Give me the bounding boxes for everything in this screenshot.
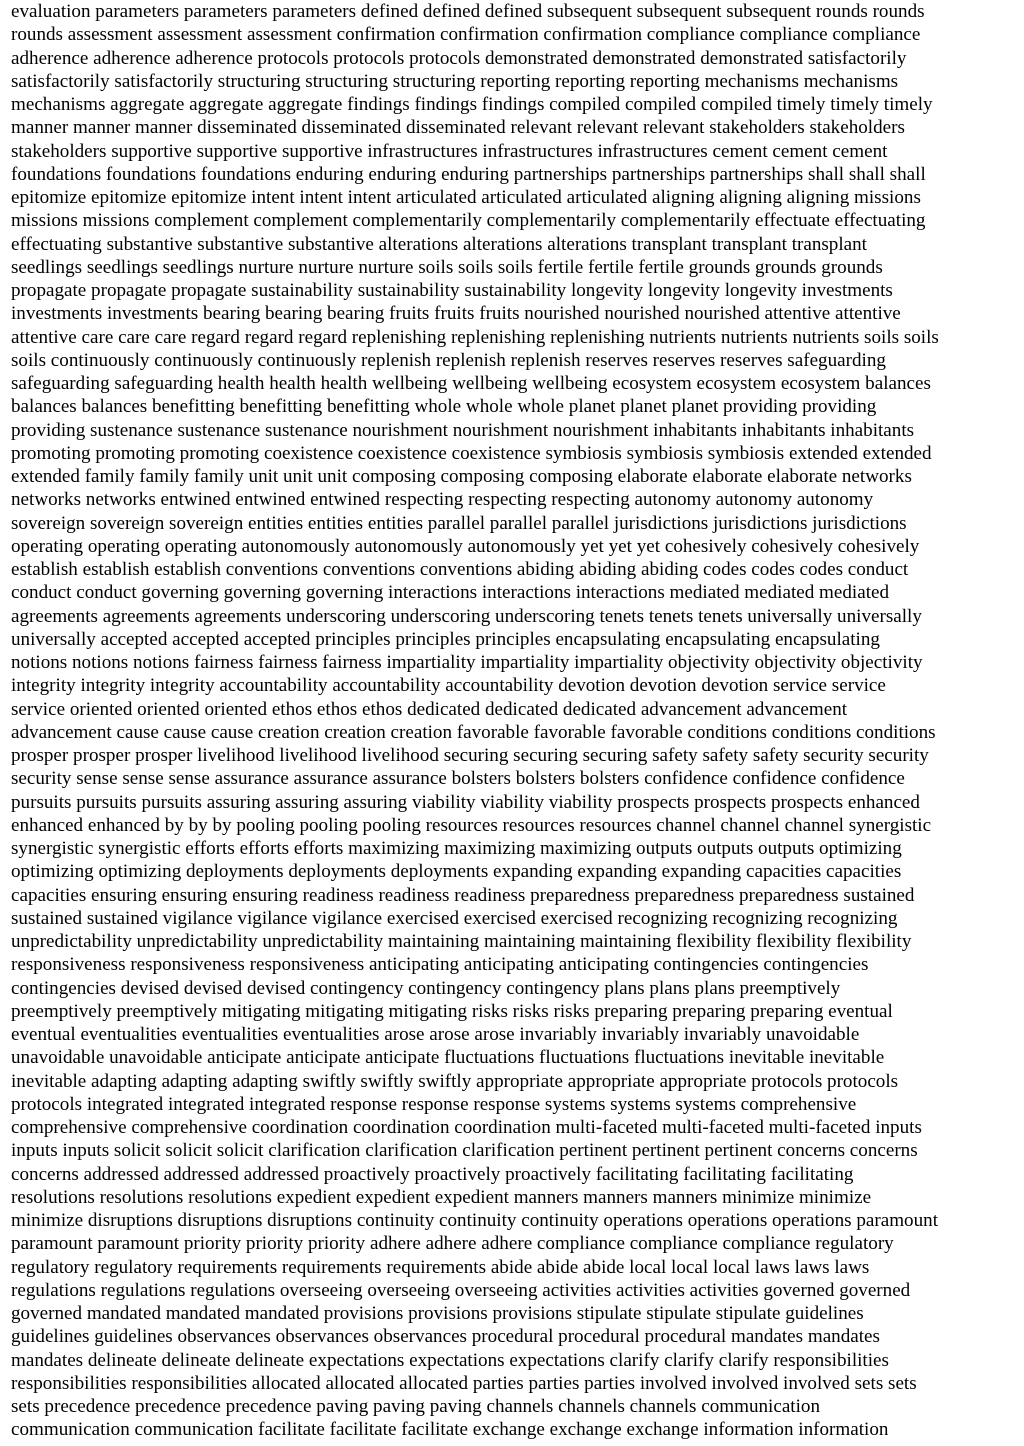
text-line: manner manner manner disseminated disseminated disseminated relevant relevant relevant stakeholders stakeholders (11, 117, 905, 139)
text-line: operating operating operating autonomously autonomously autonomously yet yet yet cohesively cohesively cohesively (11, 535, 920, 557)
text-line: notions notions notions fairness fairness fairness impartiality impartiality impartiality objectivity objectivity objectivity (11, 652, 923, 673)
text-line: agreements agreements agreements underscoring underscoring underscoring tenets tenets tenets universally universally (11, 605, 922, 627)
text-line: stakeholders supportive supportive supportive infrastructures infrastructures infrastructures cement cement cement (11, 140, 888, 162)
text-line: comprehensive comprehensive coordination coordination coordination multi-faceted multi-faceted multi-faceted inputs (11, 1117, 922, 1138)
text-line: unavoidable unavoidable anticipate anticipate anticipate fluctuations fluctuations fluctuations inevitable inevitable (11, 1047, 885, 1069)
text-line: unpredictability unpredictability unpredictability maintaining maintaining maintaining flexibility flexibility flexibility (11, 931, 912, 952)
text-line: satisfactorily satisfactorily structuring structuring structuring reporting reporting reporting mechanisms mechanisms (11, 70, 899, 92)
text-line: security sense sense sense assurance assurance assurance bolsters bolsters bolsters confidence confidence confidence (11, 768, 905, 790)
text-line: extended family family family unit unit unit composing composing composing elaborate elaborate elaborate networks (11, 466, 912, 487)
text-line: attentive care care care regard regard regard replenishing replenishing replenishing nutrients nutrients nutrients soils soils (11, 326, 939, 348)
text-line: resolutions resolutions resolutions expedient expedient expedient manners manners manners minimize minimize (11, 1186, 872, 1208)
text-line: enhanced enhanced by by by pooling pooling pooling resources resources resources channel channel channel synergistic (11, 814, 932, 836)
text-line: minimize disruptions disruptions disruptions continuity continuity continuity operations operations operations paramount (11, 1210, 938, 1231)
text-line: effectuating substantive substantive substantive alterations alterations alterations transplant transplant transplant (11, 233, 867, 255)
text-line: mandates delineate delineate delineate expectations expectations expectations clarify clarify clarify responsibilities (11, 1349, 889, 1371)
text-line: concerns addressed addressed addressed proactively proactively proactively facilitating facilitating facilitating (11, 1163, 854, 1185)
text-line: governed mandated mandated mandated provisions provisions provisions stipulate stipulate stipulate guidelines (11, 1303, 864, 1324)
text-line: guidelines guidelines observances observances observances procedural procedural procedural mandates mandates (11, 1326, 880, 1348)
text-line: integrity integrity integrity accountability accountability accountability devotion devotion devotion service service (11, 675, 886, 697)
text-line: conduct conduct governing governing governing interactions interactions interactions mediated mediated mediated (11, 582, 890, 604)
text-line: service oriented oriented oriented ethos ethos ethos dedicated dedicated dedicated advancement advancement (11, 698, 848, 720)
text-line: investments investments bearing bearing bearing fruits fruits fruits nourished nourished nourished attentive attentive (11, 303, 901, 325)
text-line: capacities ensuring ensuring ensuring readiness readiness readiness preparedness preparedness preparedness sustained (11, 884, 915, 906)
text-line: paramount paramount priority priority priority adhere adhere adhere compliance compliance compliance regulatory (11, 1233, 894, 1255)
text-line: epitomize epitomize epitomize intent intent intent articulated articulated articulated aligning aligning aligning missions (11, 187, 921, 208)
text-line: adherence adherence adherence protocols protocols protocols demonstrated demonstrated demonstrated satisfactorily (11, 47, 907, 69)
text-line: optimizing optimizing deployments deployments deployments expanding expanding expanding capacities capacities (11, 861, 902, 883)
text-line: promoting promoting promoting coexistence coexistence coexistence symbiosis symbiosis symbiosis extended extended (11, 442, 932, 464)
text-line: preemptively preemptively mitigating mitigating mitigating risks risks risks preparing preparing preparing eventual (11, 1000, 893, 1022)
text-line: sovereign sovereign sovereign entities entities entities parallel parallel parallel jurisdictions jurisdictions jurisdictions (11, 512, 907, 534)
text-line: inputs inputs solicit solicit solicit clarification clarification clarification pertinent pertinent pertinent concerns concerns (11, 1140, 918, 1162)
text-line: prosper prosper prosper livelihood livelihood livelihood securing securing securing safety safety safety security security (11, 745, 929, 766)
text-line: responsibilities responsibilities allocated allocated allocated parties parties parties involved involved involved sets sets (11, 1372, 917, 1394)
text-line: regulations regulations regulations overseeing overseeing overseeing activities activities activities governed governed (11, 1279, 911, 1301)
text-line: sustained sustained vigilance vigilance vigilance exercised exercised exercised recognizing recognizing recognizing (11, 907, 898, 929)
text-line: propagate propagate propagate sustainability sustainability sustainability longevity longevity longevity investments (11, 280, 893, 301)
text-line: safeguarding safeguarding health health health wellbeing wellbeing wellbeing ecosystem ecosystem ecosystem balances (11, 373, 931, 394)
text-line: advancement cause cause cause creation creation creation favorable favorable favorable conditions conditions conditions (11, 721, 936, 743)
text-line: soils continuously continuously continuously replenish replenish replenish reserves reserves reserves safeguarding (11, 349, 886, 371)
text-line: providing sustenance sustenance sustenance nourishment nourishment nourishment inhabitants inhabitants inhabitants (11, 419, 915, 441)
text-line: regulatory regulatory requirements requirements requirements abide abide abide local local local laws laws laws (11, 1256, 870, 1278)
text-line: sets precedence precedence precedence paving paving paving channels channels channels communication (11, 1396, 820, 1417)
text-line: balances balances benefitting benefitting benefitting whole whole whole planet planet planet providing providing (11, 396, 877, 418)
text-line: foundations foundations foundations enduring enduring enduring partnerships partnerships partnerships shall shall shall (11, 163, 926, 185)
text-line: protocols integrated integrated integrated response response response systems systems systems comprehensive (11, 1093, 857, 1115)
text-line: inevitable adapting adapting adapting swiftly swiftly swiftly appropriate appropriate appropriate protocols protocols (11, 1070, 899, 1092)
text-line: eventual eventualities eventualities eventualities arose arose arose invariably invariably invariably unavoidable (11, 1024, 860, 1045)
text-line: establish establish establish conventions conventions conventions abiding abiding abiding codes codes codes conduct (11, 559, 909, 580)
text-line: universally accepted accepted accepted principles principles principles encapsulating encapsulating encapsulating (11, 628, 880, 650)
text-line: responsiveness responsiveness responsiveness anticipating anticipating anticipating contingencies contingencies (11, 954, 869, 976)
text-line: contingencies devised devised devised contingency contingency contingency plans plans plans preemptively (11, 977, 841, 999)
text-line: missions missions complement complement complementarily complementarily complementarily effectuate effectuating (11, 210, 926, 232)
text-line: networks networks entwined entwined entwined respecting respecting respecting autonomy autonomy autonomy (11, 489, 874, 511)
text-line: synergistic synergistic efforts efforts efforts maximizing maximizing maximizing outputs outputs outputs optimizing (11, 838, 902, 859)
text-line: evaluation parameters parameters parameters defined defined defined subsequent subsequent subsequent rounds rounds (11, 1, 925, 22)
text-line: mechanisms aggregate aggregate aggregate findings findings findings compiled compiled compiled timely timely timely (11, 94, 933, 115)
text-line: communication communication facilitate facilitate facilitate exchange exchange exchange information information (11, 1419, 889, 1441)
text-line: rounds assessment assessment assessment confirmation confirmation confirmation compliance compliance compliance (11, 24, 921, 46)
text-line: pursuits pursuits pursuits assuring assuring assuring viability viability viability prospects prospects prospects enhanced (11, 791, 920, 813)
text-line: seedlings seedlings seedlings nurture nurture nurture soils soils soils fertile fertile fertile grounds grounds grounds (11, 256, 883, 278)
